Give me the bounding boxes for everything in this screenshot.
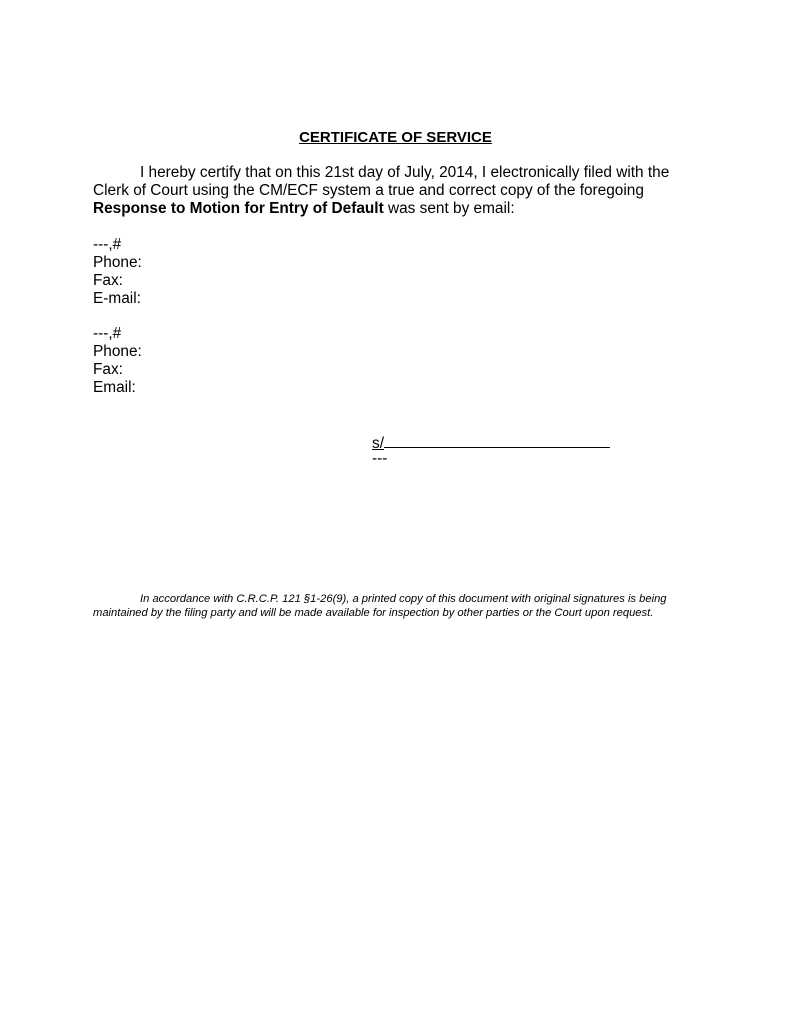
signature-line <box>372 432 610 453</box>
contact-fax-label: Fax: <box>93 361 123 378</box>
contact-name: ---,# <box>93 236 122 253</box>
signature-note-text: In accordance with C.R.C.P. 121 §1-26(9), a printed copy of this document with original signatures is being maintained by the filing party and will be made available for inspection by other parties or the Court upon request. <box>93 593 667 619</box>
signature-prefix: s/ <box>372 435 384 452</box>
certification-text-part2: was sent by email: <box>383 200 515 217</box>
contact-fax-label: Fax: <box>93 272 123 289</box>
service-contact-2 <box>93 325 142 397</box>
document-title: CERTIFICATE OF SERVICE <box>299 129 492 146</box>
contact-name: ---,# <box>93 325 122 342</box>
contact-phone-label: Phone: <box>93 254 142 271</box>
service-contact-1 <box>93 236 142 308</box>
signature-blank <box>384 432 610 448</box>
contact-email-label: E-mail: <box>93 290 141 307</box>
contact-phone-label: Phone: <box>93 343 142 360</box>
certification-text-part1: I hereby certify that on this 21st day of July, 2014, I electronically filed with the Clerk of Court using the CM/ECF system a true and correct copy of the foregoing <box>93 164 670 199</box>
contact-email-label: Email: <box>93 379 136 396</box>
certification-paragraph <box>93 164 693 218</box>
signer-name: --- <box>372 450 388 467</box>
certification-document-name: Response to Motion for Entry of Default <box>93 200 384 217</box>
signature-note <box>93 592 693 620</box>
